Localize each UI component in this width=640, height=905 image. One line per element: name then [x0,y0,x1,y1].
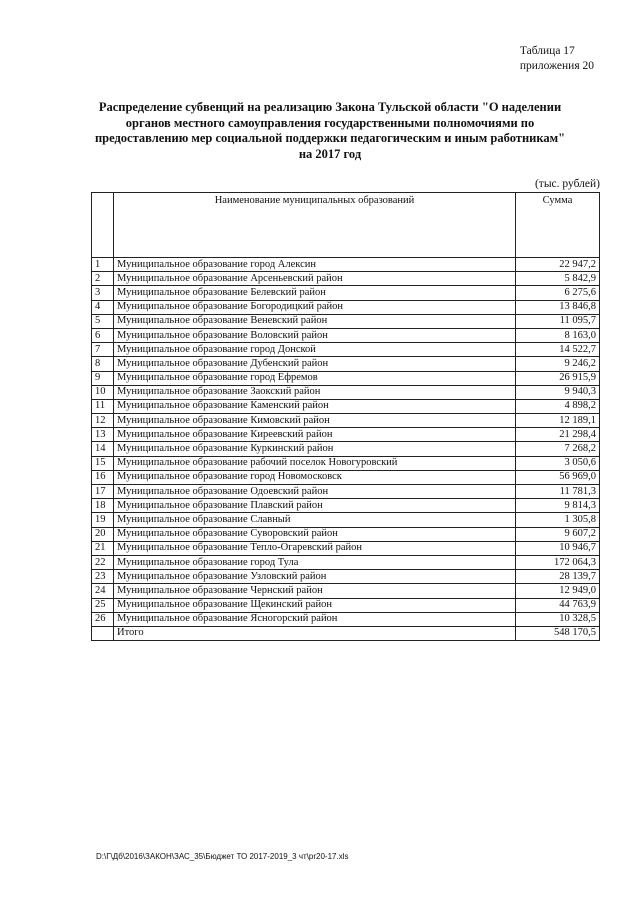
row-sum: 12 189,1 [516,414,600,428]
table-row [92,456,600,470]
row-sum: 10 328,5 [516,612,600,626]
row-number: 5 [92,314,114,328]
row-name: Муниципальное образование Одоевский район [114,485,516,499]
row-name: Муниципальное образование Ясногорский район [114,612,516,626]
table-row [92,499,600,513]
row-number: 15 [92,456,114,470]
row-number: 20 [92,527,114,541]
row-sum: 11 095,7 [516,314,600,328]
table-row [92,399,600,413]
row-name: Муниципальное образование Плавский район [114,499,516,513]
total-label: Итого [114,626,516,640]
row-sum: 10 946,7 [516,541,600,555]
title-line-3: предоставлению мер социальной поддержки педагогическим и иным работникам" [94,131,566,145]
table-row [92,555,600,569]
row-sum: 6 275,6 [516,286,600,300]
row-name: Муниципальное образование Куркинский район [114,442,516,456]
row-sum: 26 915,9 [516,371,600,385]
table-row [92,513,600,527]
row-number: 12 [92,414,114,428]
row-sum: 22 947,2 [516,258,600,272]
row-sum: 7 268,2 [516,442,600,456]
row-sum: 3 050,6 [516,456,600,470]
row-number: 25 [92,598,114,612]
row-sum: 14 522,7 [516,343,600,357]
row-number: 14 [92,442,114,456]
row-number: 2 [92,272,114,286]
row-sum: 1 305,8 [516,513,600,527]
header-name: Наименование муниципальных образований [114,193,516,258]
row-number: 4 [92,300,114,314]
file-path-footer: D:\Г\Дб\2016\ЗАКОН\ЗАС_35\Бюджет ТО 2017-2019_3 чт\pr20-17.xls [96,852,349,861]
table-row [92,343,600,357]
row-sum: 44 763,9 [516,598,600,612]
row-sum: 8 163,0 [516,328,600,342]
table-row [92,485,600,499]
row-name: Муниципальное образование Веневский район [114,314,516,328]
row-number: 13 [92,428,114,442]
row-number: 3 [92,286,114,300]
row-sum: 11 781,3 [516,485,600,499]
row-name: Муниципальное образование Киреевский район [114,428,516,442]
table-total-row [92,626,600,640]
row-number: 26 [92,612,114,626]
row-name: Муниципальное образование Каменский район [114,399,516,413]
row-number: 9 [92,371,114,385]
table-row [92,598,600,612]
row-name: Муниципальное образование Кимовский район [114,414,516,428]
table-row [92,272,600,286]
table-row [92,470,600,484]
row-sum: 9 814,3 [516,499,600,513]
row-sum: 9 940,3 [516,385,600,399]
table-body [92,258,600,627]
table-row [92,428,600,442]
row-name: Муниципальное образование город Новомосковск [114,470,516,484]
table-row [92,612,600,626]
row-number: 16 [92,470,114,484]
row-name: Муниципальное образование город Донской [114,343,516,357]
table-row [92,414,600,428]
row-name: Муниципальное образование Арсеньевский район [114,272,516,286]
row-sum: 172 064,3 [516,555,600,569]
row-name: Муниципальное образование Щекинский район [114,598,516,612]
table-row [92,584,600,598]
row-number: 18 [92,499,114,513]
row-name: Муниципальное образование город Ефремов [114,371,516,385]
row-name: Муниципальное образование Узловский район [114,570,516,584]
table-row [92,258,600,272]
row-name: Муниципальное образование Дубенский район [114,357,516,371]
row-number: 21 [92,541,114,555]
row-name: Муниципальное образование рабочий поселок Новогуровский [114,456,516,470]
row-sum: 4 898,2 [516,399,600,413]
row-number: 17 [92,485,114,499]
table-row [92,541,600,555]
table-row [92,286,600,300]
table-reference [520,44,594,74]
subsidy-table [91,192,600,641]
table-header-row [92,193,600,258]
header-number [92,193,114,258]
row-number: 10 [92,385,114,399]
reference-appendix: приложения 20 [519,60,594,72]
row-name: Муниципальное образование Белевский район [114,286,516,300]
row-number: 24 [92,584,114,598]
title-line-1: Распределение субвенций на реализацию Закона Тульской области "О наделении [98,100,562,114]
row-number: 11 [92,399,114,413]
total-sum: 548 170,5 [516,626,600,640]
row-name: Муниципальное образование Славный [114,513,516,527]
table-row [92,314,600,328]
row-number: 6 [92,328,114,342]
row-sum: 13 846,8 [516,300,600,314]
total-number [92,626,114,640]
row-sum: 28 139,7 [516,570,600,584]
row-sum: 5 842,9 [516,272,600,286]
table-row [92,300,600,314]
row-name: Муниципальное образование Тепло-Огаревский район [114,541,516,555]
row-number: 1 [92,258,114,272]
row-name: Муниципальное образование Чернский район [114,584,516,598]
table-row [92,371,600,385]
units-label: (тыс. рублей) [534,178,600,190]
table-row [92,442,600,456]
row-sum: 9 246,2 [516,357,600,371]
row-number: 7 [92,343,114,357]
title-line-4: на 2017 год [298,146,362,161]
row-number: 23 [92,570,114,584]
table-row [92,357,600,371]
row-number: 22 [92,555,114,569]
row-name: Муниципальное образование город Тула [114,555,516,569]
table-row [92,527,600,541]
table-row [92,385,600,399]
row-name: Муниципальное образование Воловский район [114,328,516,342]
row-sum: 56 969,0 [516,470,600,484]
row-sum: 9 607,2 [516,527,600,541]
row-sum: 21 298,4 [516,428,600,442]
title-line-2: органов местного самоуправления государственными полномочиями по [125,115,535,130]
row-sum: 12 949,0 [516,584,600,598]
row-number: 19 [92,513,114,527]
row-name: Муниципальное образование Суворовский район [114,527,516,541]
row-name: Муниципальное образование Заокский район [114,385,516,399]
table-row [92,328,600,342]
reference-table-number: Таблица 17 [519,45,575,57]
row-number: 8 [92,357,114,371]
header-sum: Сумма [516,193,600,258]
document-title [70,100,590,162]
row-name: Муниципальное образование Богородицкий район [114,300,516,314]
row-name: Муниципальное образование город Алексин [114,258,516,272]
table-row [92,570,600,584]
